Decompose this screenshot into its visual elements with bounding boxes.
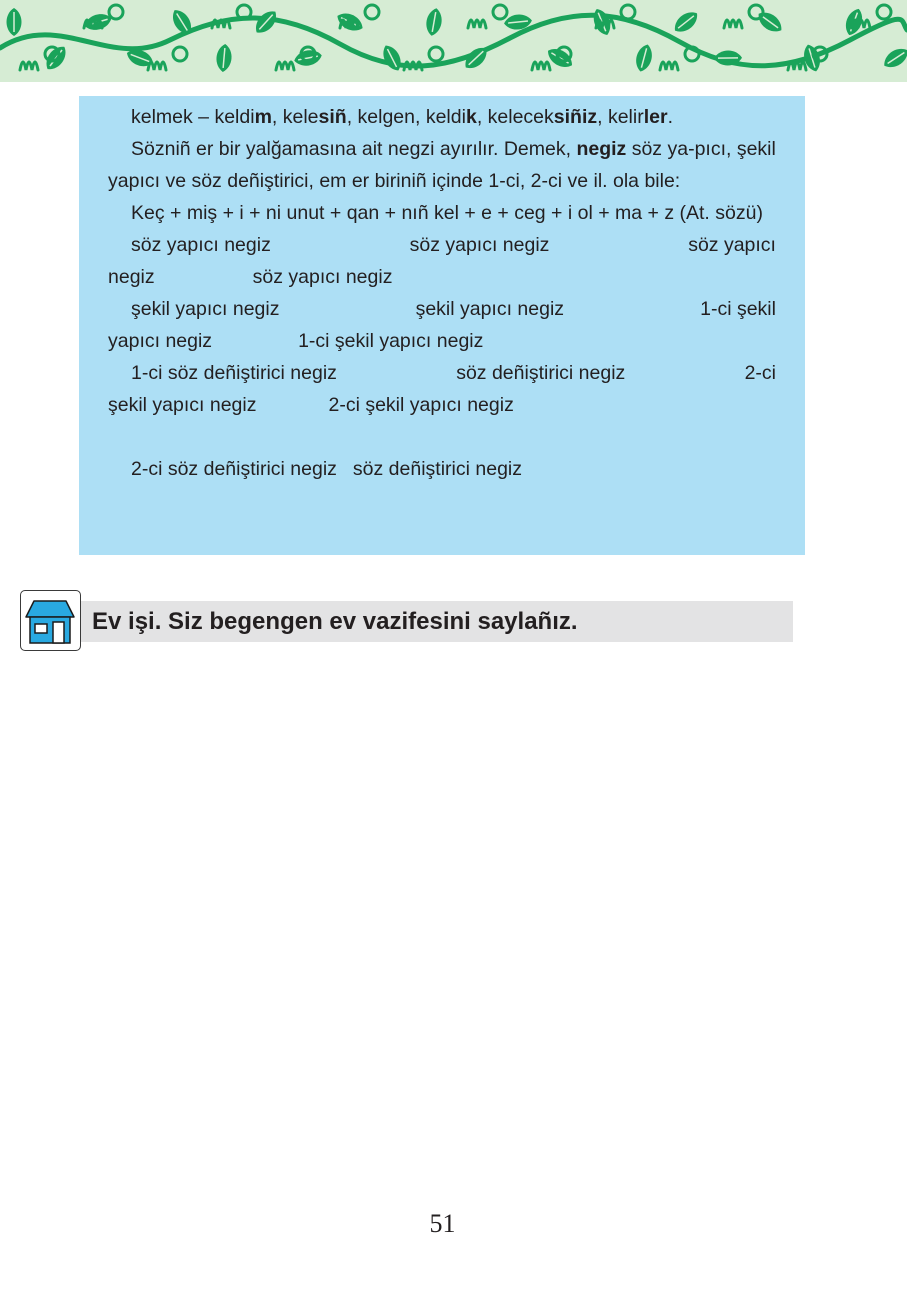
text-fragment: söz ya-pıcı, şekil yapıcı ve söz deñiştirici, em er biriniñ içinde 1-ci, 2-ci ve il. ola bile: xyxy=(108,138,776,192)
page-number: 51 xyxy=(429,1209,456,1238)
spacer xyxy=(108,421,776,453)
negiz-label: negiz xyxy=(108,266,155,288)
negiz-label: 2-ci xyxy=(744,362,776,384)
text-fragment: , kele xyxy=(271,106,319,128)
example-sentence: Keç + miş + i + ni unut + qan + nıñ kel + e + ceg + i ol + ma + z (At. sözü) xyxy=(131,202,763,224)
suffix-bold: siñ xyxy=(318,106,347,128)
negiz-label: şekil yapıcı negiz xyxy=(131,298,280,320)
text-fragment: , kelir xyxy=(597,106,644,128)
negiz-label: söz deñiştirici negiz xyxy=(456,362,626,384)
term-negiz: negiz xyxy=(576,138,627,160)
suffix-bold: m xyxy=(254,106,272,128)
text-fragment: , kelgen, keldi xyxy=(346,106,466,128)
conjugation-line xyxy=(108,101,776,133)
negiz-label: 1-ci söz deñiştirici negiz xyxy=(131,362,337,384)
negiz-label: söz deñiştirici negiz xyxy=(352,458,522,480)
negiz-row xyxy=(108,229,776,261)
leaf-ornament-icon xyxy=(0,0,907,82)
house-icon-graphic xyxy=(24,597,76,647)
negiz-row xyxy=(108,293,776,325)
homework-instruction: Ev işi. Siz begengen ev vazifesini saylañız. xyxy=(92,608,578,635)
text-fragment: kelmek – keldi xyxy=(131,106,255,128)
negiz-label: 1-ci şekil yapıcı negiz xyxy=(298,330,484,352)
negiz-row-continuation xyxy=(108,261,776,293)
negiz-label: 2-ci söz deñiştirici negiz xyxy=(131,458,337,480)
text-fragment: . xyxy=(667,106,673,128)
negiz-row xyxy=(108,453,776,485)
negiz-label: söz yapıcı negiz xyxy=(252,266,393,288)
decorative-leaf-banner xyxy=(0,0,907,82)
negiz-label: yapıcı negiz xyxy=(108,330,213,352)
text-fragment: , kelecek xyxy=(476,106,554,128)
definition-paragraph xyxy=(108,133,776,197)
negiz-row xyxy=(108,357,776,389)
negiz-label: söz yapıcı negiz xyxy=(409,234,550,256)
negiz-label: şekil yapıcı negiz xyxy=(108,394,257,416)
negiz-label: şekil yapıcı negiz xyxy=(415,298,565,320)
suffix-bold: k xyxy=(465,106,477,128)
text-fragment: Sözniñ er bir yalğamasına ait negzi ayırılır. Demek, xyxy=(131,138,577,160)
negiz-row-continuation xyxy=(108,325,776,357)
suffix-bold: ler xyxy=(643,106,668,128)
negiz-row-continuation xyxy=(108,389,776,421)
negiz-label: söz yapıcı xyxy=(688,234,776,256)
suffix-bold: siñiz xyxy=(553,106,598,128)
negiz-label: 2-ci şekil yapıcı negiz xyxy=(328,394,514,416)
negiz-label: 1-ci şekil xyxy=(700,298,776,320)
house-icon xyxy=(20,590,81,651)
info-box xyxy=(79,96,805,555)
negiz-label: söz yapıcı negiz xyxy=(131,234,271,256)
